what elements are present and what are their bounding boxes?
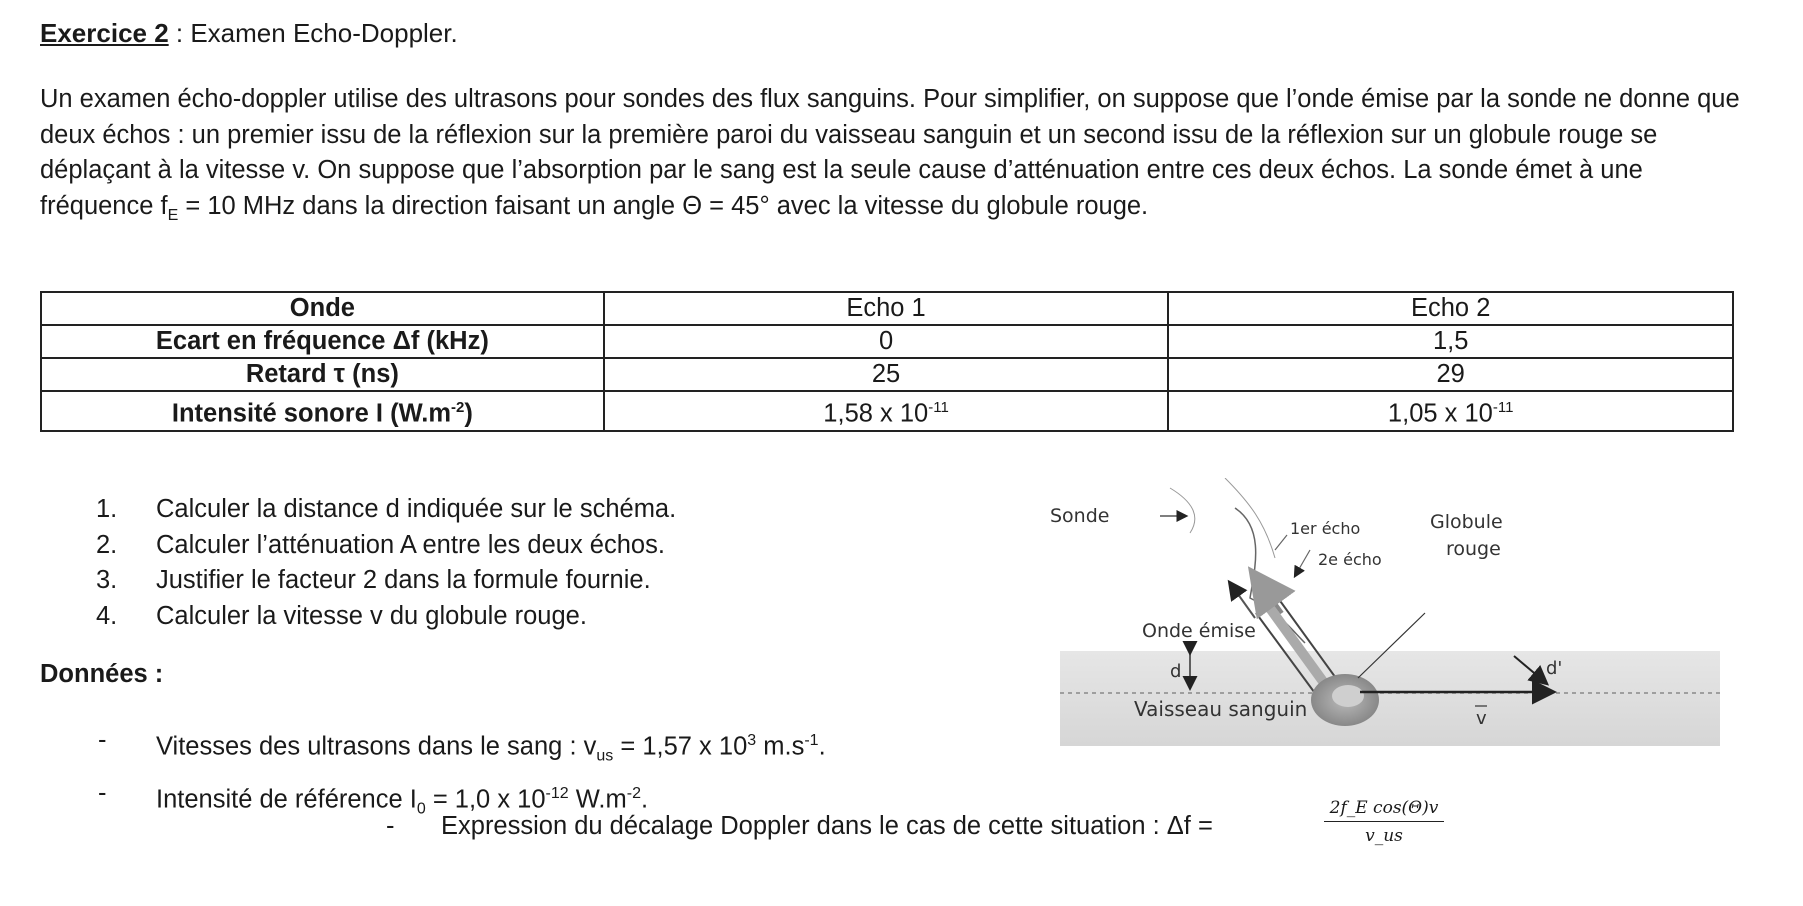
table-cell: 1,05 x $10^{-11}$ [1168,391,1733,431]
label-d: d [1170,661,1182,682]
data-table [40,291,1734,432]
table-header-echo1: Echo 1 [604,292,1169,325]
probe-outline-upper [1225,478,1275,558]
echo1-pointer [1275,535,1287,550]
label-v: v [1476,708,1487,729]
doppler-fraction [1324,798,1444,846]
list-item: 1. Calculer la distance d indiquée sur le schéma. [96,495,677,523]
fraction-denominator: v_us [1365,826,1403,846]
table-cell: 29 [1168,358,1733,391]
table-row [41,358,1733,391]
questions-list [96,492,676,634]
intro-text: Un examen écho-doppler utilise des ultrasons pour sondes des flux sanguins. Pour simplifier, on suppose que l’onde émise par la sonde ne donne que deux échos : un premier issu de la réflexion sur la première paroi du vaisseau sanguin et un second issu de la réflexion sur un globule rouge se déplaçant à la vitesse v. On suppose que l’absorption par le sang est la seule cause d’atténuation entre ces deux échos. La sonde émet à une fréquence f [40,85,1740,220]
table-header-onde: Onde [41,292,604,325]
label-globule: Globule [1430,511,1503,533]
doppler-diagram [1050,478,1720,748]
list-item: - Vitesses des ultrasons dans le sang : $v_{us} = 1,57$ x $10^3$ $m.s^{-1}$. [98,726,826,765]
list-item: 4. Calculer la vitesse v du globule rouge. [96,601,587,630]
label-dprime: d' [1546,658,1563,679]
doppler-formula-text: Expression du décalage Doppler dans le cas de cette situation : Δf = [441,812,1213,840]
fraction-numerator: 2f_E cos(Θ)v [1324,798,1444,822]
label-echo2: 2e écho [1318,550,1382,569]
list-item: - Intensité de référence $I_0 = 1,0$ x $10^{-12}$ $W.m^{-2}$. [98,778,649,818]
table-row [41,325,1733,358]
table-header-echo2: Echo 2 [1168,292,1733,325]
label-onde-emise: Onde émise [1142,620,1256,642]
exercise-page: Exercice 2 : Examen Echo-Doppler. Un examen écho-doppler utilise des ultrasons pour sondes des flux sanguins. Pour simplifier, on suppose que l’onde émise par la sonde ne donne que deux échos : un premier issu de la réflexion sur la première paroi du vaisseau sanguin et un second issu de la réflexion sur un globule rouge se déplaçant à la vitesse v. On suppose que l’absorption par le sang est la seule cause d’atténuation entre ces deux échos. La sonde émet à une fréquence $f_E = 10$ MHz dans la direction faisant un angle Θ = 45° avec la vitesse du globule rouge. Onde Echo 1 Echo 2 Ecart en fréquence Δf (kHz) 0 1,5 Retard τ (ns) 25 29 Intensité sonore I $(W.m^{-2})$ 1,58 x $10^{-11}$ 1,05 x $10^{-11}$ 1. Calculer la distance d indiquée sur le schéma. 2. Calculer l’atténuation A entre les deux échos. 3. Justifier le facteur 2 dans la formule fournie. 4. Calculer la vitesse v du globule rouge. Données : - Vitesses des ultrasons dans le sang : $v_{us} = 1,57$ x $10^3$ $m.s^{-1}$. - Intensité de référence $I_0 = 1,0$ x $10^{-12}$ $W.m^{-2}$. - Expression du décalage Doppler dans le cas de cette situation : Δf = $\frac{\text{2f\_E cos(Θ)v}}{v\_us}$ Sonde 1er écho 2e écho Globule rouge Onde émise d d' Vaisseau sanguin v [0,0,1803,906]
table-cell-label: Ecart en fréquence Δf (kHz) [41,325,604,358]
exercise-subject: : Examen Echo-Doppler. [168,18,458,48]
red-blood-cell-center [1332,685,1364,707]
probe-outline-tip [1170,488,1195,533]
intro-paragraph [40,82,1760,233]
label-rouge: rouge [1446,538,1501,560]
table-cell: 25 [604,358,1169,391]
label-sonde: Sonde [1050,505,1110,527]
label-echo1: 1er écho [1290,519,1361,538]
table-cell-label: Intensité sonore I $(W.m^{-2})$ [41,391,604,431]
echo2-pointer [1295,550,1310,576]
intro-sub: E [167,206,179,224]
list-item: 2. Calculer l’atténuation A entre les deux échos. [96,530,665,559]
list-item: 3. Justifier le facteur 2 dans la formule fournie. [96,566,651,594]
table-row [41,391,1733,431]
label-vaisseau: Vaisseau sanguin [1134,697,1308,721]
donnees-heading: Données : [40,660,164,688]
table-cell-label: Retard τ (ns) [41,358,604,391]
table-cell: 0 [604,325,1169,358]
exercise-title [40,18,458,49]
exercise-number: Exercice 2 [40,18,169,48]
intro-text-tail: = 10 MHz dans la direction faisant un angle Θ = 45° avec la vitesse du globule rouge. [178,191,1149,220]
table-cell: 1,5 [1168,325,1733,358]
table-cell: 1,58 x $10^{-11}$ [604,391,1169,431]
table-row [41,292,1733,325]
